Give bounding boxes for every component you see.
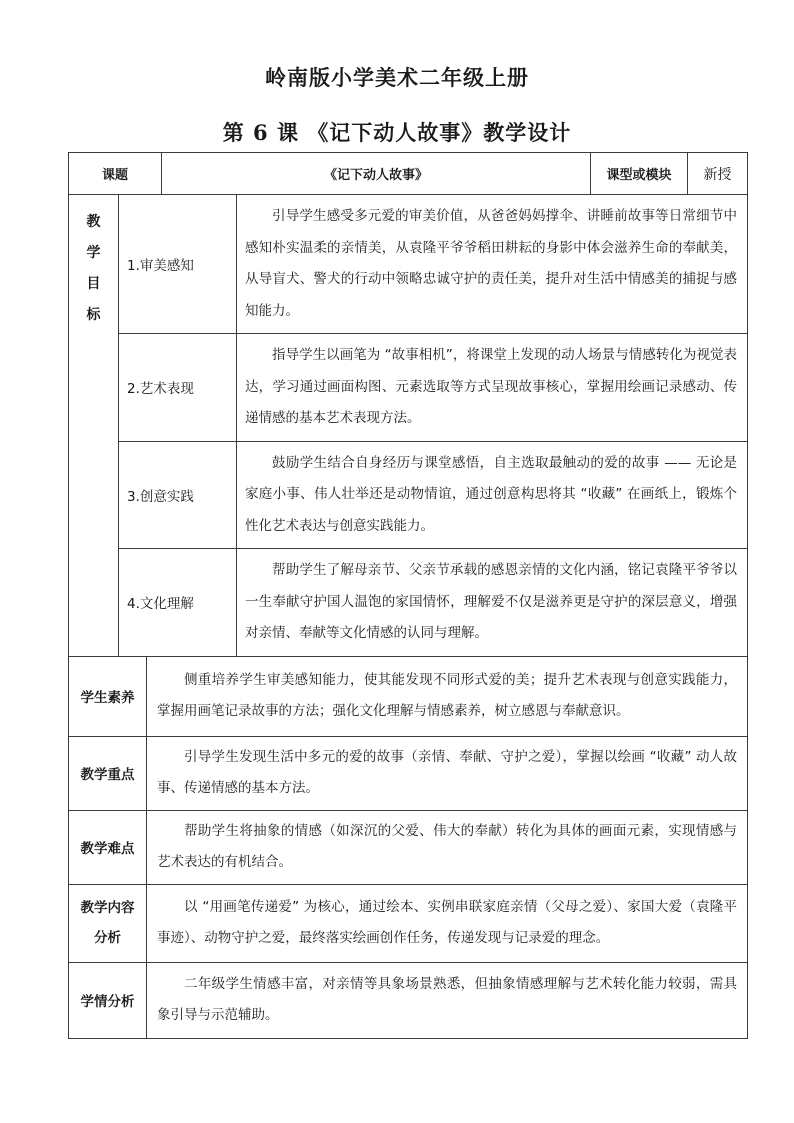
section-label: 学情分析 (69, 962, 147, 1038)
section-text: 帮助学生将抽象的情感（如深沉的父爱、伟大的奉献）转化为具体的画面元素，实现情感与艺术表达的有机结合。 (147, 810, 748, 884)
type-value: 新授 (688, 153, 748, 195)
header-row (69, 153, 748, 195)
section-label: 学生素养 (69, 656, 147, 736)
section-row (69, 810, 748, 884)
document-subtitle: 第 6 课 《记下动人故事》教学设计 (222, 120, 572, 145)
goal-text: 引导学生感受多元爱的审美价值，从爸爸妈妈撑伞、讲睡前故事等日常细节中感知朴实温柔的亲情美，从袁隆平爷爷稻田耕耘的身影中体会滋养生命的奉献美，从导盲犬、警犬的行动中领略忠诚守护的责任美，提升对生活中情感美的捕捉与感知能力。 (237, 195, 748, 334)
goal-row (69, 549, 748, 657)
section-text: 以 “用画笔传递爱” 为核心，通过绘本、实例串联家庭亲情（父母之爱）、家国大爱（袁隆平事迹）、动物守护之爱，最终落实绘画创作任务，传递发现与记录爱的理念。 (147, 884, 748, 962)
document-title: 岭南版小学美术二年级上册 (265, 65, 529, 90)
section-label: 教学内容分析 (69, 884, 147, 962)
goal-row (69, 195, 748, 334)
section-row (69, 962, 748, 1038)
type-label: 课型或模块 (591, 153, 688, 195)
goals-label: 教 学 目 标 (69, 195, 119, 657)
section-label: 教学难点 (69, 810, 147, 884)
section-row (69, 884, 748, 962)
goal-label: 4.文化理解 (119, 549, 237, 657)
section-text: 引导学生发现生活中多元的爱的故事（亲情、奉献、守护之爱），掌握以绘画 “收藏” 动人故事、传递情感的基本方法。 (147, 736, 748, 810)
goal-text: 帮助学生了解母亲节、父亲节承载的感恩亲情的文化内涵，铭记袁隆平爷爷以一生奉献守护国人温饱的家国情怀，理解爱不仅是滋养更是守护的深层意义，增强对亲情、奉献等文化情感的认同与理解。 (237, 549, 748, 657)
goal-label: 3.创意实践 (119, 441, 237, 549)
goal-label: 1.审美感知 (119, 195, 237, 334)
section-row (69, 656, 748, 736)
topic-label: 课题 (69, 153, 162, 195)
section-text: 二年级学生情感丰富，对亲情等具象场景熟悉，但抽象情感理解与艺术转化能力较弱，需具象引导与示范辅助。 (147, 962, 748, 1038)
goal-text: 指导学生以画笔为 “故事相机”，将课堂上发现的动人场景与情感转化为视觉表达，学习通过画面构图、元素选取等方式呈现故事核心，掌握用绘画记录感动、传递情感的基本艺术表现方法。 (237, 334, 748, 442)
goal-row (69, 334, 748, 442)
lesson-plan-table (68, 152, 748, 1039)
section-text: 侧重培养学生审美感知能力，使其能发现不同形式爱的美；提升艺术表现与创意实践能力，掌握用画笔记录故事的方法；强化文化理解与情感素养，树立感恩与奉献意识。 (147, 656, 748, 736)
topic-value: 《记下动人故事》 (162, 153, 591, 195)
goal-label: 2.艺术表现 (119, 334, 237, 442)
section-row (69, 736, 748, 810)
section-label: 教学重点 (69, 736, 147, 810)
goal-row (69, 441, 748, 549)
goal-text: 鼓励学生结合自身经历与课堂感悟，自主选取最触动的爱的故事 —— 无论是家庭小事、伟人壮举还是动物情谊，通过创意构思将其 “收藏” 在画纸上，锻炼个性化艺术表达与创意实践能力。 (237, 441, 748, 549)
